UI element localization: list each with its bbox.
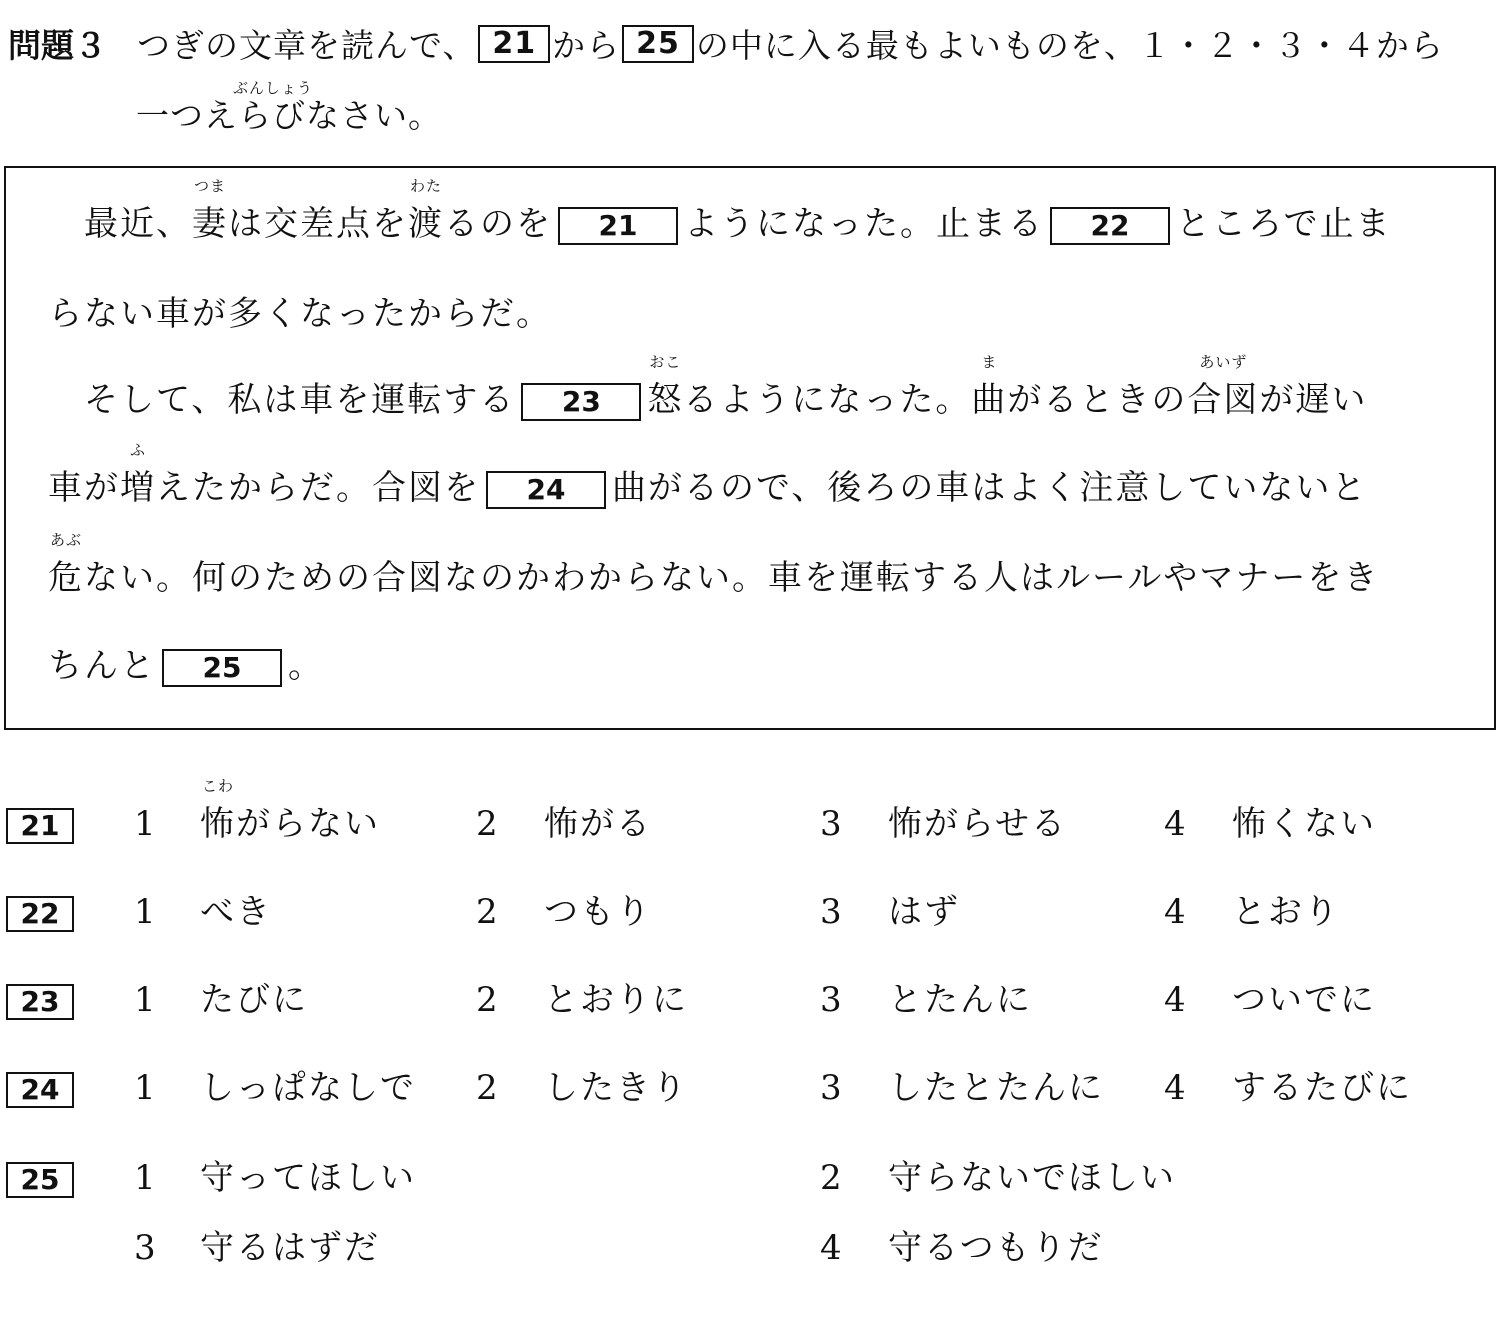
blank-range-start-box: 21 (478, 25, 550, 63)
text: がらない (236, 804, 380, 844)
instruction-text: つぎの (137, 26, 239, 65)
question-number-25: 25 (6, 1162, 74, 1198)
ruby-aizu (1187, 353, 1260, 420)
furigana: つま (193, 177, 227, 195)
option-25-3[interactable]: 守るはずだ (200, 1228, 380, 1268)
ruby-base: 合図 (1187, 380, 1260, 420)
option-22-3[interactable]: はず (888, 892, 960, 932)
ruby-base: 文章 (239, 26, 307, 65)
furigana: あいず (1199, 353, 1248, 371)
option-number: 4 (820, 1228, 842, 1268)
text: るようになった。 (683, 380, 972, 420)
ruby-base: 危 (48, 558, 84, 598)
instruction (8, 20, 1498, 135)
option-number: 2 (476, 1068, 498, 1108)
option-24-3[interactable]: したとたんに (888, 1068, 1104, 1108)
text: が遅い (1259, 380, 1368, 420)
option-23-1[interactable]: たびに (200, 980, 308, 1020)
text: 最近、 (84, 204, 192, 244)
instruction-line-1 (8, 20, 1498, 97)
text: ところで止ま (1176, 204, 1392, 244)
option-number: 3 (820, 1068, 842, 1108)
passage-line-2: らない車が多くなったからだ。 (48, 294, 552, 334)
option-number: 2 (476, 892, 498, 932)
option-23-3[interactable]: とたんに (888, 980, 1032, 1020)
passage-line-4 (48, 441, 1368, 509)
ruby-base: 怒 (647, 380, 684, 420)
option-24-4[interactable]: するたびに (1232, 1068, 1412, 1108)
passage-line-1 (84, 177, 1392, 245)
passage-line-3 (84, 353, 1368, 421)
ruby-oko (647, 353, 684, 420)
option-number: 1 (134, 1158, 156, 1198)
ruby-base: 怖 (200, 804, 236, 844)
option-number: 3 (820, 892, 842, 932)
option-21-1[interactable] (200, 777, 380, 844)
ruby-base: 妻 (192, 204, 228, 244)
text: がるときの (1007, 380, 1188, 420)
ruby-base: 渡 (408, 204, 444, 244)
option-number: 3 (820, 980, 842, 1020)
ruby-base: 増 (120, 468, 156, 508)
option-22-4[interactable]: とおり (1232, 892, 1340, 932)
furigana: ふ (129, 441, 147, 459)
blank-22: 22 (1050, 207, 1170, 245)
text: 曲がるので、後ろの車はよく注意していないと (612, 468, 1368, 508)
text: えたからだ。合図を (156, 468, 480, 508)
option-number: 1 (134, 804, 156, 844)
instruction-text: を読んで、 (307, 26, 477, 65)
ruby-tsuma (192, 177, 228, 244)
option-25-1[interactable]: 守ってほしい (200, 1158, 416, 1198)
option-number: 4 (1164, 1068, 1186, 1108)
text: 車が (48, 468, 120, 508)
option-21-3[interactable]: 怖がらせる (888, 804, 1067, 844)
option-24-1[interactable]: しっぱなしで (200, 1068, 416, 1108)
ruby-ma (971, 353, 1008, 420)
option-22-2[interactable]: つもり (544, 892, 652, 932)
text: るのを (444, 204, 552, 244)
option-number: 2 (476, 804, 498, 844)
option-23-4[interactable]: ついでに (1232, 980, 1376, 1020)
instruction-line-2: 一つえらびなさい。 (136, 96, 442, 135)
text: 。 (288, 646, 324, 686)
ruby-kowa (200, 777, 236, 844)
blank-23: 23 (521, 383, 641, 421)
blank-21: 21 (558, 207, 678, 245)
ruby-wata (408, 177, 444, 244)
option-25-2[interactable]: 守らないでほしい (888, 1158, 1176, 1198)
furigana: おこ (649, 353, 682, 371)
passage-box (4, 166, 1496, 730)
option-number: 1 (134, 980, 156, 1020)
option-number: 4 (1164, 804, 1186, 844)
option-23-2[interactable]: とおりに (544, 980, 688, 1020)
option-number: 1 (134, 892, 156, 932)
furigana: こわ (201, 777, 235, 795)
option-number: 4 (1164, 892, 1186, 932)
text: ない。何のための合図なのかわからない。車を運転する人はルールやマナーをき (84, 558, 1380, 598)
option-24-2[interactable]: したきり (544, 1068, 688, 1108)
text: は交差点を (228, 204, 408, 244)
passage-line-6 (48, 646, 324, 687)
option-number: 2 (476, 980, 498, 1020)
question-number-23: 23 (6, 984, 74, 1020)
text: そして、私は車を運転する (84, 380, 516, 420)
option-number: 2 (820, 1158, 842, 1198)
ruby-base: 曲 (971, 380, 1008, 420)
option-number: 1 (134, 1068, 156, 1108)
option-21-2[interactable]: 怖がる (544, 804, 652, 844)
text: ちんと (48, 646, 156, 686)
question-number-22: 22 (6, 896, 74, 932)
instruction-text: の中に入る最もよいものを、１・２・３・４から (695, 26, 1444, 65)
question-number-21: 21 (6, 808, 74, 844)
question-number-24: 24 (6, 1072, 74, 1108)
furigana: ま (981, 353, 998, 371)
option-number: 3 (134, 1228, 156, 1268)
ruby-bunsho (232, 20, 314, 97)
problem-label: 問題３ (8, 26, 107, 65)
ruby-abu (48, 531, 84, 598)
furigana: ぶんしょう (232, 79, 314, 97)
option-21-4[interactable]: 怖くない (1232, 804, 1376, 844)
option-number: 3 (820, 804, 842, 844)
blank-24: 24 (486, 471, 606, 509)
ruby-fu (120, 441, 156, 508)
blank-25: 25 (162, 649, 282, 687)
option-25-4[interactable]: 守るつもりだ (888, 1228, 1104, 1268)
blank-range-end-box: 25 (622, 25, 694, 63)
text: ようになった。止まる (684, 204, 1044, 244)
option-number: 4 (1164, 980, 1186, 1020)
furigana: わた (409, 177, 443, 195)
furigana: あぶ (49, 531, 83, 549)
passage-line-5 (48, 531, 1380, 598)
instruction-text: から (552, 26, 621, 65)
option-22-1[interactable]: べき (200, 892, 272, 932)
